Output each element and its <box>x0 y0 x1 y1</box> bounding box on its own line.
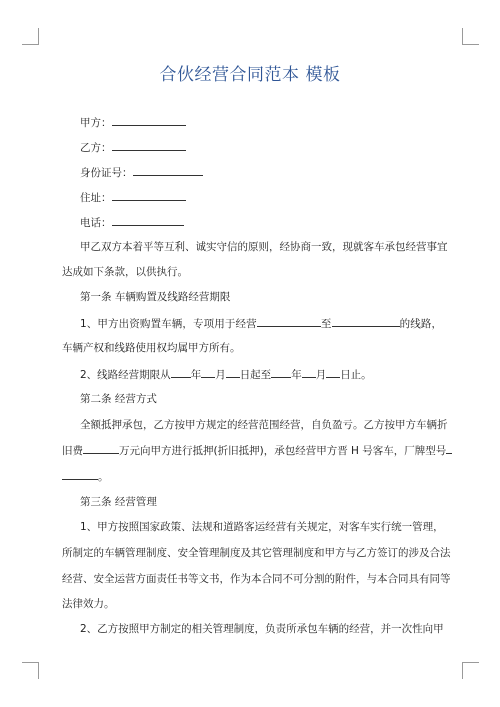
blank-line[interactable] <box>112 215 184 226</box>
article-3-para-1-line-4: 法律效力。 <box>62 598 115 610</box>
text-span: 至 <box>320 318 332 330</box>
field-party-a <box>80 115 460 130</box>
blank-line[interactable] <box>302 367 316 378</box>
article-3-para-2-line-1: 2、乙方按照甲方制定的相关管理制度，负责所承包车辆的经营，并一次性向甲 <box>80 623 444 635</box>
article-3-para-1-line-1: 1、甲方按照国家政策、法规和道路客运经营有关规定，对客车实行统一管理， <box>80 521 444 533</box>
field-label: 身份证号： <box>80 167 133 179</box>
crop-mark-bottom-left <box>22 662 39 679</box>
text-span: 日起至 <box>239 369 272 381</box>
blank-line[interactable] <box>271 367 291 378</box>
field-label: 电话： <box>80 217 112 229</box>
blank-line[interactable] <box>112 190 186 201</box>
text-span: 2、线路经营期限从 <box>80 369 171 381</box>
article-1-heading: 第一条 车辆购置及线路经营期限 <box>80 291 231 303</box>
text-span: 万元向甲方进行抵押(折旧抵押)，承包经营甲方晋 H 号客车，厂牌型号 <box>119 445 447 457</box>
blank-line[interactable] <box>446 443 452 454</box>
text-span: 1、甲方出资购置车辆，专项用于经营 <box>80 318 257 330</box>
article-2-heading: 第二条 经营方式 <box>80 393 157 405</box>
blank-line[interactable] <box>133 165 203 176</box>
text-span: 日止。 <box>340 369 372 381</box>
article-1-para-1-line-1 <box>80 316 442 331</box>
field-id-number <box>80 165 460 180</box>
text-span: 的线路， <box>399 318 443 330</box>
field-address <box>80 190 460 205</box>
article-2-line-3 <box>62 469 442 484</box>
field-phone <box>80 215 460 230</box>
text-span: 年 <box>190 369 202 381</box>
article-2-line-2 <box>62 443 447 458</box>
article-2-line-1: 全额抵押承包，乙方按甲方规定的经营范围经营，自负盈亏。乙方按甲方车辆折 <box>80 419 448 431</box>
field-label: 甲方： <box>80 117 112 129</box>
crop-mark-top-right <box>462 28 479 45</box>
blank-line[interactable] <box>226 367 240 378</box>
blank-line[interactable] <box>257 316 321 327</box>
blank-line[interactable] <box>326 367 340 378</box>
article-1-para-1-line-2: 车辆产权和线路使用权均属甲方所有。 <box>62 342 241 354</box>
document-title: 合伙经营合同范本 模板 <box>159 65 341 85</box>
field-label: 住址： <box>80 192 112 204</box>
crop-mark-bottom-right <box>462 662 479 679</box>
blank-line[interactable] <box>201 367 215 378</box>
intro-line-1: 甲乙双方本着平等互利、诚实守信的原则，经协商一致，现就客车承包经营事宜 <box>80 241 448 253</box>
text-span: 月 <box>315 369 327 381</box>
text-span: 年 <box>291 369 302 381</box>
blank-line[interactable] <box>332 316 400 327</box>
blank-line[interactable] <box>112 115 186 126</box>
blank-line[interactable] <box>83 443 119 454</box>
article-3-para-1-line-2: 所制定的车辆管理制度、安全管理制度及其它管理制度和甲方与乙方签订的涉及合法 <box>62 547 451 559</box>
text-span: 月 <box>215 369 226 381</box>
article-1-para-2 <box>80 367 460 382</box>
intro-line-2: 达成如下条款，以供执行。 <box>62 266 188 278</box>
article-3-heading: 第三条 经营管理 <box>80 496 157 508</box>
field-party-b <box>80 140 460 155</box>
crop-mark-top-left <box>22 28 39 45</box>
article-3-para-1-line-3: 经营、安全运营方面责任书等文书，作为本合同不可分割的附件，与本合同具有同等 <box>62 573 451 585</box>
text-span: 。 <box>98 471 109 483</box>
blank-line[interactable] <box>171 367 191 378</box>
field-label: 乙方： <box>80 142 112 154</box>
blank-line[interactable] <box>62 469 98 480</box>
blank-line[interactable] <box>112 140 186 151</box>
text-span: 旧费 <box>62 445 83 457</box>
